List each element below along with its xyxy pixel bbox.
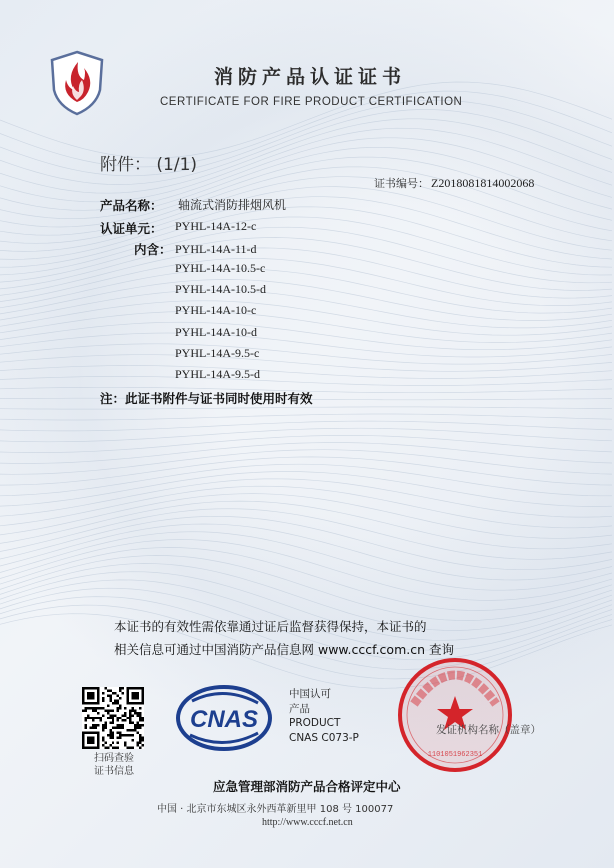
certificate-number-value: Z2018081814002068 (431, 176, 535, 190)
cnas-logo (174, 683, 274, 753)
product-name-value: 轴流式消防排烟风机 (178, 198, 287, 212)
model-item: PYHL-14A-9.5-c (175, 345, 260, 360)
attachment-label: 附件： (1/1) (100, 155, 198, 175)
certificate-number-label: 证书编号： (374, 177, 429, 190)
model-item: PYHL-14A-11-d (175, 242, 257, 256)
qr-caption (92, 752, 136, 778)
qr-code-icon[interactable] (82, 687, 144, 749)
svg-text:1101051962351: 1101051962351 (427, 751, 483, 759)
cnas-logo-text: CNAS (189, 706, 259, 733)
certificate-title: 消防产品认证证书 (214, 66, 407, 88)
model-item: PYHL-14A-10.5-d (175, 282, 266, 297)
cnas-line4: CNAS C073-P (289, 731, 359, 744)
certificate-subtitle: CERTIFICATE FOR FIRE PRODUCT CERTIFICATION (160, 96, 463, 108)
certification-unit-label: 认证单元： (100, 221, 163, 236)
model-item: PYHL-14A-10-d (175, 324, 257, 339)
validity-note: 注：此证书附件与证书同时使用时有效 (100, 391, 313, 406)
organization-address: 中国 · 北京市东城区永外西革新里甲 108 号 100077 (157, 804, 394, 815)
cnas-line1: 中国认可 (289, 688, 331, 700)
qr-caption-line2: 证书信息 (94, 766, 134, 777)
official-seal-stamp (396, 656, 514, 774)
certification-unit-value: PYHL-14A-12-c (175, 219, 257, 233)
includes-label: 内含： (134, 242, 172, 257)
product-name-label: 产品名称： (100, 198, 163, 213)
validity-statement-line2: 相关信息可通过中国消防产品信息网 www.cccf.com.cn 查询 (114, 642, 454, 657)
qr-caption-line1: 扫码查验 (94, 753, 134, 764)
cnas-accreditation-text (289, 687, 359, 745)
organization-website-link[interactable]: http://www.cccf.net.cn (262, 817, 353, 828)
model-list (175, 240, 266, 385)
certificate-number (374, 175, 534, 191)
cnas-line3: PRODUCT (289, 717, 341, 729)
validity-statement-line1: 本证书的有效性需依靠通过证后监督获得保持，本证书的 (114, 619, 427, 634)
cnas-line2: 产品 (289, 702, 310, 715)
fire-shield-logo-icon (48, 50, 106, 116)
model-item: PYHL-14A-10.5-c (175, 261, 266, 275)
model-item: PYHL-14A-9.5-d (175, 367, 260, 382)
model-item: PYHL-14A-10-c (175, 303, 257, 318)
issuing-organization: 应急管理部消防产品合格评定中心 (213, 779, 401, 794)
issuing-authority-caption: 发证机构名称（盖章） (436, 724, 541, 736)
